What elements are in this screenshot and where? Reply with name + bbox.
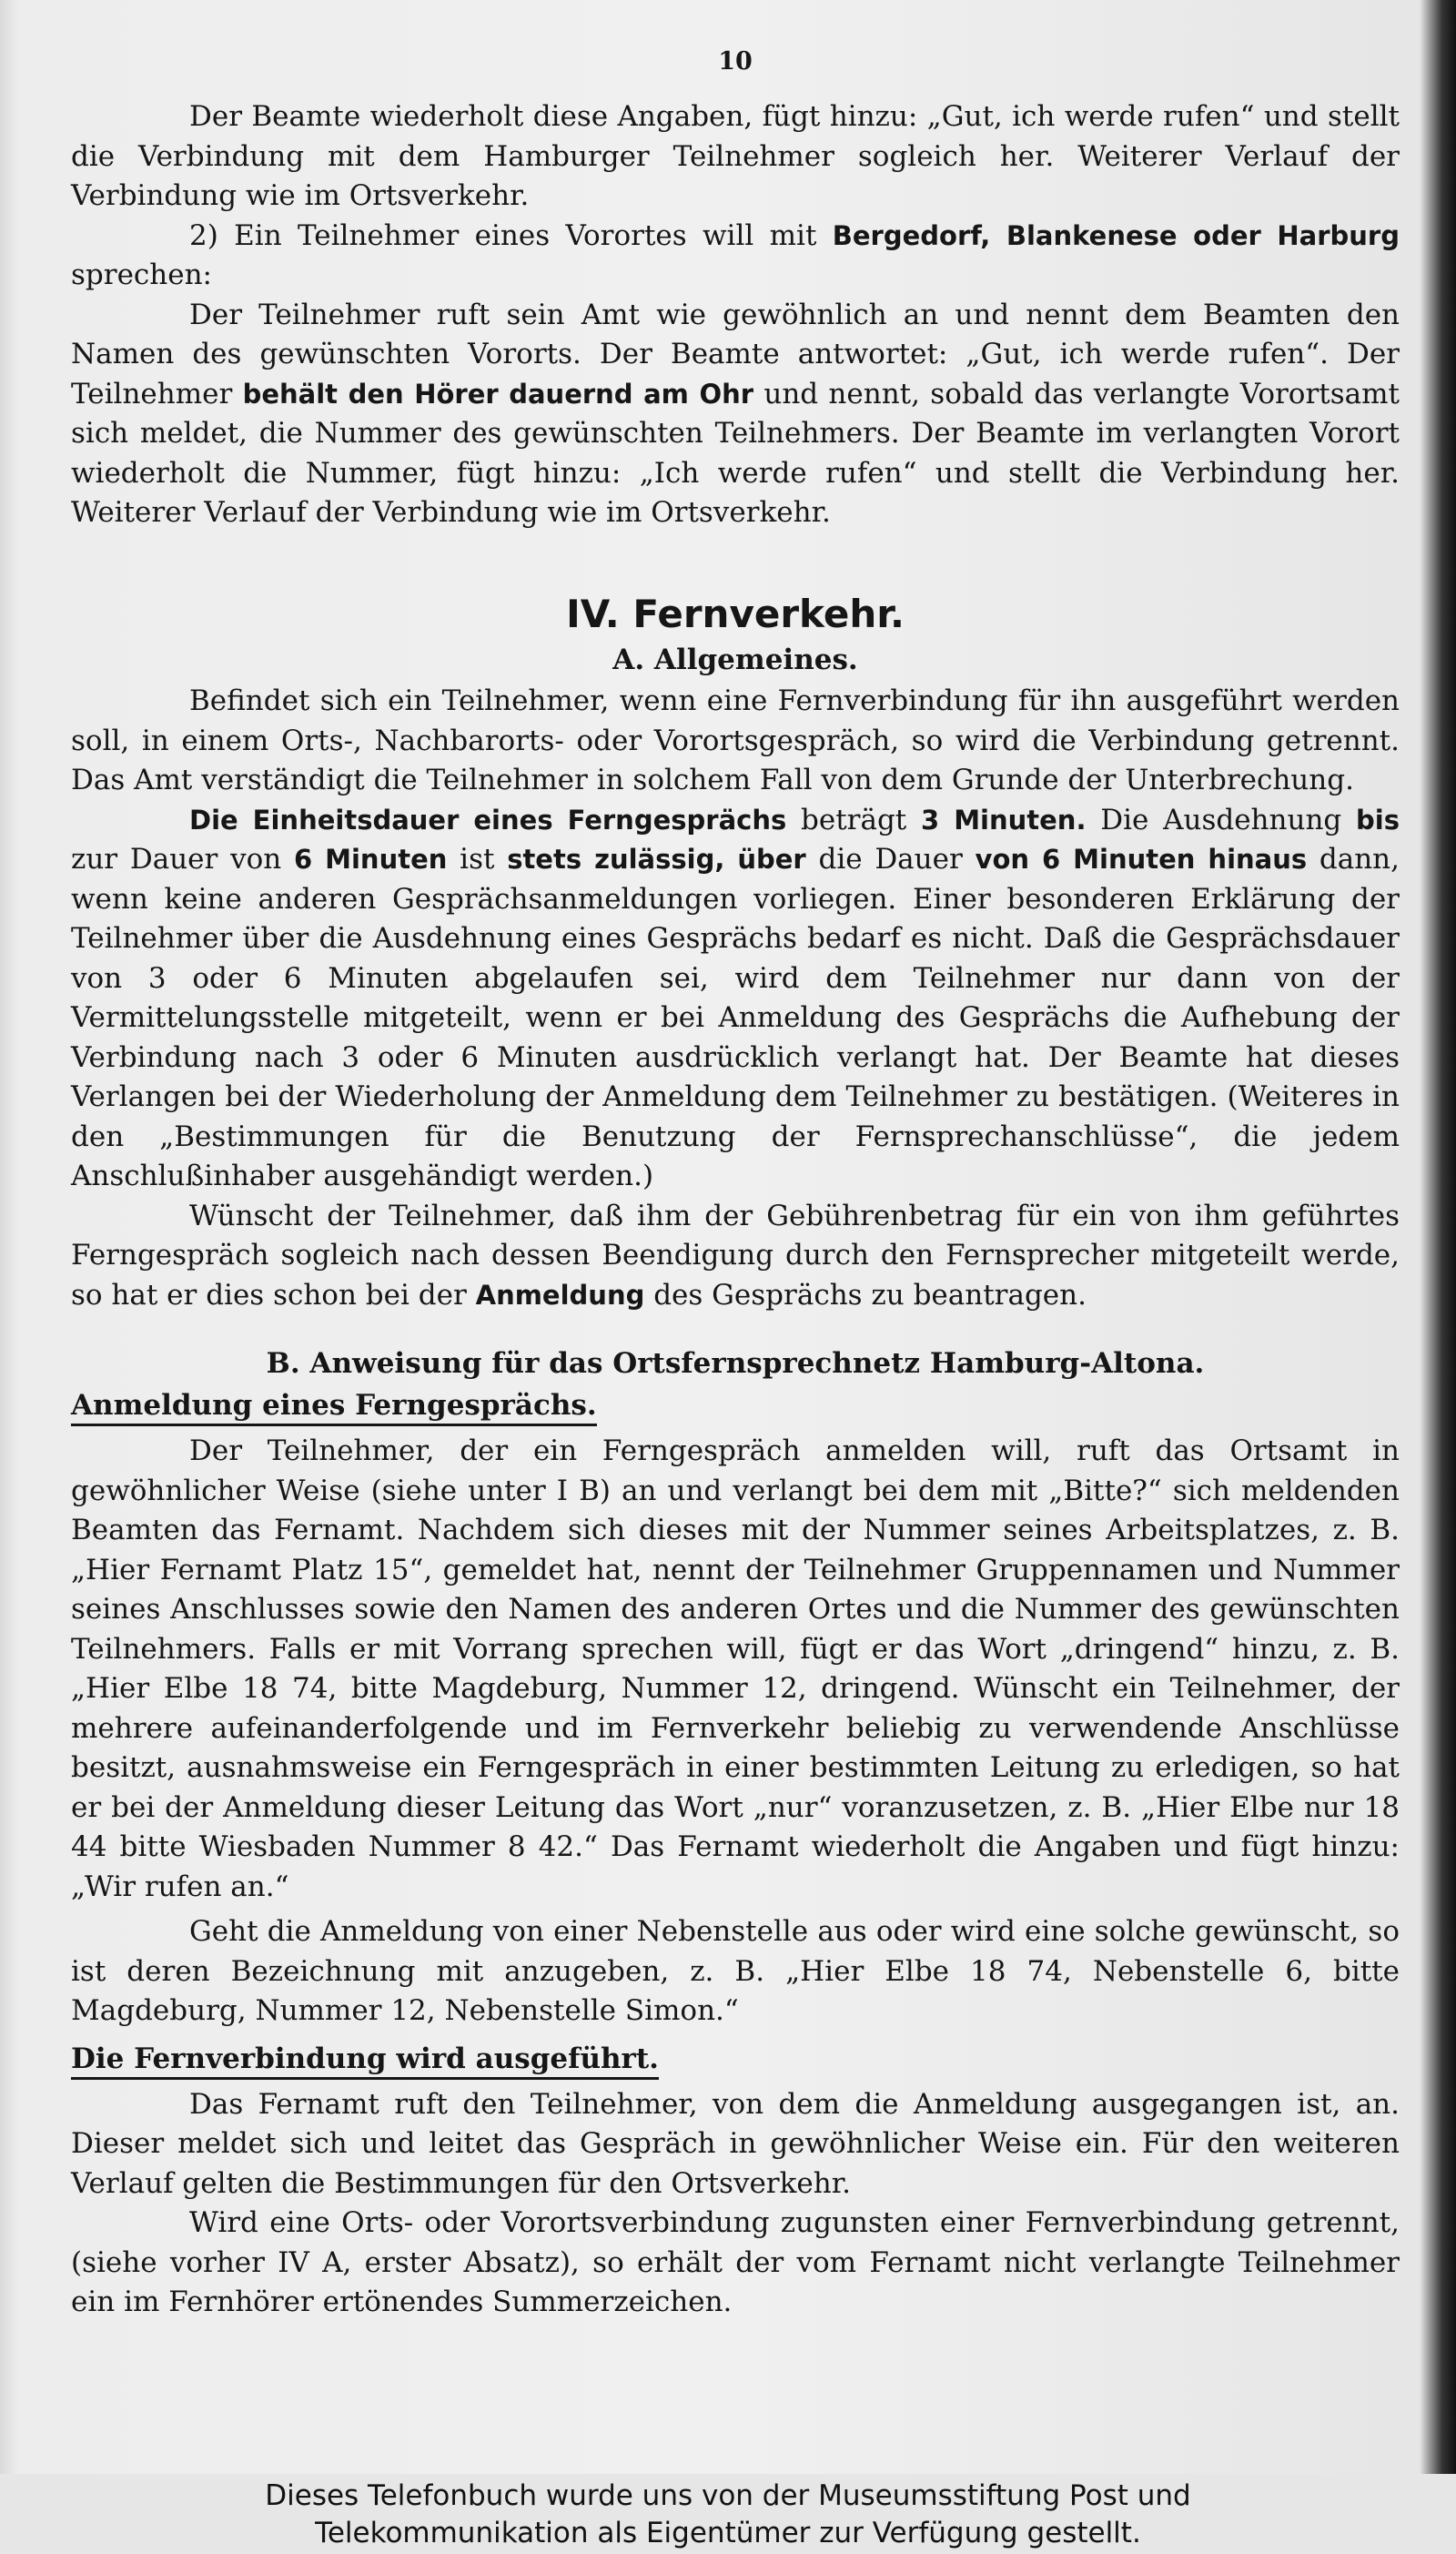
subsection-heading-b: B. Anweisung für das Ortsfernsprechnetz Hamburg-Altona.	[266, 1347, 1205, 1380]
paragraph-suburb-call	[71, 217, 1400, 296]
paragraph-text: beträgt	[786, 803, 922, 836]
subheading-connection: Die Fernverbindung wird ausgeführt.	[71, 2042, 659, 2080]
paragraph-registration: Der Teilnehmer, der ein Ferngespräch anmelden will, ruft das Ortsamt in gewöhnlicher Weise (siehe unter I B) an und verlangt bei dem mit „Bitte?“ sich meldenden Beamten das Fernamt. Nachdem sich dieses mit der Nummer seines Arbeitsplatzes, z. B. „Hier Fernamt Platz 15“, gemeldet hat, nennt der Teilnehmer Gruppennamen und Nummer seines Anschlusses sowie den Namen des anderen Ortes und die Nummer des gewünschten Teilnehmers. Falls er mit Vorrang sprechen will, fügt er das Wort „dringend“ hinzu, z. B. „Hier Elbe 18 74, bitte Magdeburg, Nummer 12, dringend. Wünscht ein Teilnehmer, der mehrere aufeinanderfolgende und im Fernverkehr beliebig zu verwendende Anschlüsse besitzt, ausnahmsweise ein Ferngespräch in einer bestimmten Leitung zu erledigen, so hat er bei der Anmeldung dieser Leitung das Wort „nur“ voranzusetzen, z. B. „Hier Elbe nur 18 44 bitte Wiesbaden Nummer 8 42.“ Das Fernamt wiederholt die Angaben und fügt hinzu: „Wir rufen an.“	[71, 1434, 1400, 1903]
paragraph-text: Wünscht der Teilnehmer, daß ihm der Gebührenbetrag für ein von ihm geführtes Ferngespräch sogleich nach dessen Beendigung durch den Fernsprecher mitgeteilt werde, so hat er dies schon bei der	[71, 1199, 1400, 1312]
section-continuation	[71, 97, 1400, 533]
emphasis-text: Bergedorf, Blankenese oder Harburg	[832, 219, 1400, 251]
page-number: 10	[718, 47, 753, 76]
paragraph-text: dann, wenn keine anderen Gesprächsanmeldungen vorliegen. Einer besonderen Erklärung der Teilnehmer über die Ausdehnung eines Gesprächs bedarf es nicht. Daß die Gesprächsdauer von 3 oder 6 Minuten abgelaufen sei, wird dem Teilnehmer nur dann von der Vermittelungsstelle mitgeteilt, wenn er bei Anmeldung des Gesprächs die Aufhebung der Verbindung nach 3 oder 6 Minuten ausdrücklich verlangt hat. Der Beamte hat dieses Verlangen bei der Wiederholung der Anmeldung dem Teilnehmer zu bestätigen. (Weiteres in den „Bestimmungen für die Benutzung der Fernsprechanschlüsse“, die jedem Anschlußinhaber ausgehändigt werden.)	[71, 843, 1400, 1192]
section-fernverkehr	[71, 592, 1400, 1315]
emphasis-text: Anmeldung	[475, 1279, 645, 1311]
paragraph-text: Die Ausdehnung	[1086, 803, 1357, 836]
emphasis-text: bis	[1356, 804, 1400, 836]
paragraph-text: Der Teilnehmer ruft sein Amt wie gewöhnlich an und nennt dem Beamten den Namen des gewünschten Vororts. Der Beamte antwortet: „Gut, ich werde rufen“. Der Teilnehmer	[71, 298, 1400, 410]
paragraph-text: und nennt, sobald das verlangte Vorortsamt sich meldet, die Nummer des gewünschten Teilnehmers. Der Beamte im verlangten Vorort wiederholt die Nummer, fügt hinzu: „Ich werde rufen“ und stellt die Verbindung her. Weiterer Verlauf der Verbindung wie im Ortsverkehr.	[71, 377, 1400, 529]
paragraph-call-duration	[71, 801, 1400, 1197]
section-heading: IV. Fernverkehr.	[566, 592, 905, 636]
paragraph-connection: Das Fernamt ruft den Teilnehmer, von dem die Anmeldung ausgegangen ist, an. Dieser meldet sich und leitet das Gespräch in gewöhnlicher Weise ein. Für den weiteren Verlauf gelten die Bestimmungen für den Ortsverkehr.	[71, 2087, 1400, 2200]
emphasis-text: Die Einheitsdauer eines Ferngesprächs	[189, 804, 787, 836]
emphasis-text: behält den Hörer dauernd am Ohr	[242, 378, 754, 410]
emphasis-text: 3 Minuten.	[921, 804, 1087, 836]
emphasis-text: 6 Minuten	[293, 844, 448, 875]
attribution-footer	[0, 2474, 1456, 2554]
subsection-heading-a: A. Allgemeines.	[612, 644, 858, 676]
footer-line-2: Telekommunikation als Eigentümer zur Verfügung gestellt.	[315, 2517, 1141, 2549]
paragraph-fee-notice	[71, 1197, 1400, 1316]
paragraph-text: 2) Ein Teilnehmer eines Vorortes will mit	[189, 218, 833, 252]
paragraph-text: des Gesprächs zu beantragen.	[644, 1278, 1087, 1312]
paragraph-suburb-procedure	[71, 296, 1400, 533]
paragraph-text: die Dauer	[805, 843, 976, 876]
subheading-anmeldung: Anmeldung eines Ferngesprächs.	[71, 1389, 597, 1426]
paragraph-buzzer: Wird eine Orts- oder Vorortsverbindung zugunsten einer Fernverbindung getrennt, (siehe vorher IV A, erster Absatz), so erhält der vom Fernamt nicht verlangte Teilnehmer ein im Fernhörer ertönendes Summerzeichen.	[71, 2206, 1400, 2318]
section-anweisung	[71, 1347, 1400, 2323]
paragraph-text: Der Beamte wiederholt diese Angaben, fügt hinzu: „Gut, ich werde rufen“ und stellt die Verbindung mit dem Hamburger Teilnehmer sogleich her. Weiterer Verlauf der Verbindung wie im Ortsverkehr.	[71, 100, 1400, 212]
emphasis-text: stets zulässig, über	[507, 844, 806, 875]
emphasis-text: von 6 Minuten hinaus	[975, 844, 1308, 875]
paragraph-text: zur Dauer von	[71, 843, 294, 876]
paragraph-interruption: Befindet sich ein Teilnehmer, wenn eine Fernverbindung für ihn ausgeführt werden soll, in einem Orts-, Nachbarorts- oder Vorortsgespräch, so wird die Verbindung getrennt. Das Amt verständigt die Teilnehmer in solchem Fall von dem Grunde der Unterbrechung.	[71, 684, 1400, 796]
paragraph-repeat-details	[71, 97, 1400, 217]
footer-line-1: Dieses Telefonbuch wurde uns von der Museumsstiftung Post und	[265, 2479, 1191, 2512]
paragraph-text: ist	[447, 843, 508, 876]
paragraph-text: sprechen:	[71, 258, 212, 291]
paragraph-extension: Geht die Anmeldung von einer Nebenstelle aus oder wird eine solche gewünscht, so ist deren Bezeichnung mit anzugeben, z. B. „Hier Elbe 18 74, Nebenstelle 6, bitte Magdeburg, Nummer 12, Nebenstelle Simon.“	[71, 1915, 1400, 2027]
